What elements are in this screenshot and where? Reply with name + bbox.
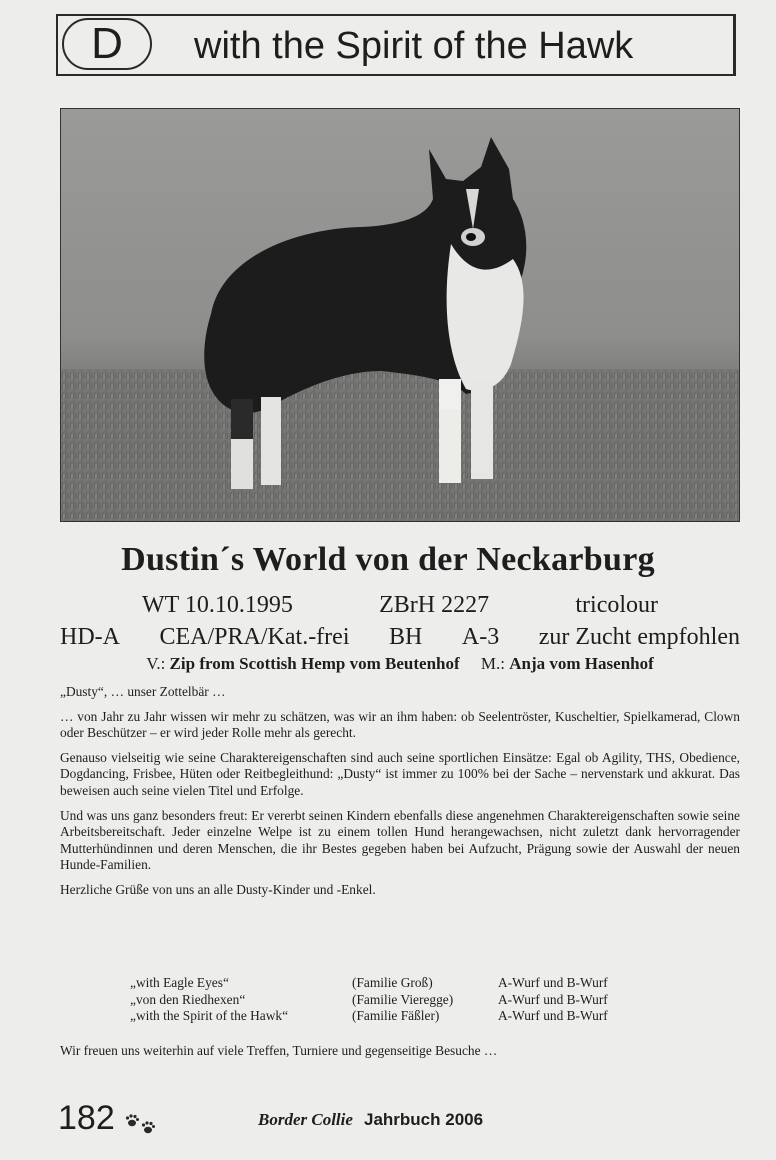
family-name: (Familie Fäßler) (352, 1008, 440, 1024)
article-body (60, 684, 740, 907)
hd-result: HD-A (60, 624, 120, 650)
kennel-title: with the Spirit of the Hawk (194, 25, 634, 67)
breeding-recommendation: zur Zucht empfohlen (538, 624, 740, 650)
bh-title: BH (389, 624, 423, 650)
dog-photo (60, 108, 740, 522)
section-letter-badge: D (62, 18, 152, 70)
sire-name: Zip from Scottish Hemp vom Beutenhof (169, 654, 460, 673)
paragraph-offspring: Und was uns ganz besonders freut: Er vererbt seinen Kindern ebenfalls diese angenehmen Charaktereigenschaften sowie seine Arbeitsbereitschaft. Jeder einzelne Welpe ist zu einem tollen Hund herangewachsen, nicht zuletzt dank hervorragender Mutterhündinnen und deren Menschen, die ihr Bestes gegeben haben bei Aufzucht, Prägung sowie der Auswahl der neuen Hunde-Familien. (60, 807, 740, 873)
footer-publication: Jahrbuch 2006 (364, 1110, 484, 1129)
paragraph-sports: Genauso vielseitig wie seine Charaktereigenschaften sind auch seine sportlichen Einsätze: Egal ob Agility, THS, Obedience, Dogdancing, Frisbee, Hüten oder Reitbegleithund: „Dusty“ ist immer zu 100% bei der Sache – nervenstark und akkurat. Das beweisen auch seine vielen Titel und Erfolge. (60, 749, 740, 798)
families-list (130, 975, 650, 1025)
paw-prints-icon (124, 1114, 160, 1136)
paragraph-intro: „Dusty“, … unser Zottelbär … (60, 684, 226, 699)
family-kennel: „with the Spirit of the Hawk“ (130, 1008, 289, 1024)
dog-name: Dustin´s World von der Neckarburg (121, 541, 655, 578)
family-kennel: „with Eagle Eyes“ (130, 975, 229, 990)
family-row (130, 1008, 650, 1025)
registration-line (60, 590, 740, 620)
closing-sentence: Wir freuen uns weiterhin auf viele Treffen, Turniere und gegenseitige Besuche … (60, 1043, 498, 1058)
dam-name: Anja vom Hasenhof (509, 654, 654, 673)
page-number: 182 (58, 1099, 115, 1137)
birth-date: WT 10.10.1995 (142, 592, 293, 618)
dam-prefix: M.: (480, 654, 505, 673)
parents-line (60, 652, 740, 676)
health-line (60, 622, 740, 652)
agility-class: A-3 (461, 624, 500, 650)
eye-result: CEA/PRA/Kat.-frei (159, 624, 350, 650)
family-kennel: „von den Riedhexen“ (130, 991, 246, 1007)
family-litters: A-Wurf und B-Wurf (498, 975, 608, 990)
family-name: (Familie Groß) (352, 975, 433, 990)
family-row (130, 975, 650, 992)
paragraph-roles: … von Jahr zu Jahr wissen wir mehr zu schätzen, was wir an ihm haben: ob Seelentröster, Kuscheltier, Spielkamerad, Clown oder Beschützer – er wird jeder Rolle mehr als gerecht. (60, 708, 740, 741)
footer-brand: Border Collie (258, 1110, 353, 1129)
paragraph-greeting: Herzliche Grüße von uns an alle Dusty-Kinder und -Enkel. (60, 881, 376, 897)
family-litters: A-Wurf und B-Wurf (498, 1008, 608, 1024)
family-litters: A-Wurf und B-Wurf (498, 991, 608, 1007)
family-row (130, 992, 650, 1009)
studbook-number: ZBrH 2227 (379, 592, 490, 618)
sire-prefix: V.: (146, 654, 166, 673)
coat-colour: tricolour (575, 592, 658, 618)
family-name: (Familie Vieregge) (352, 991, 454, 1007)
